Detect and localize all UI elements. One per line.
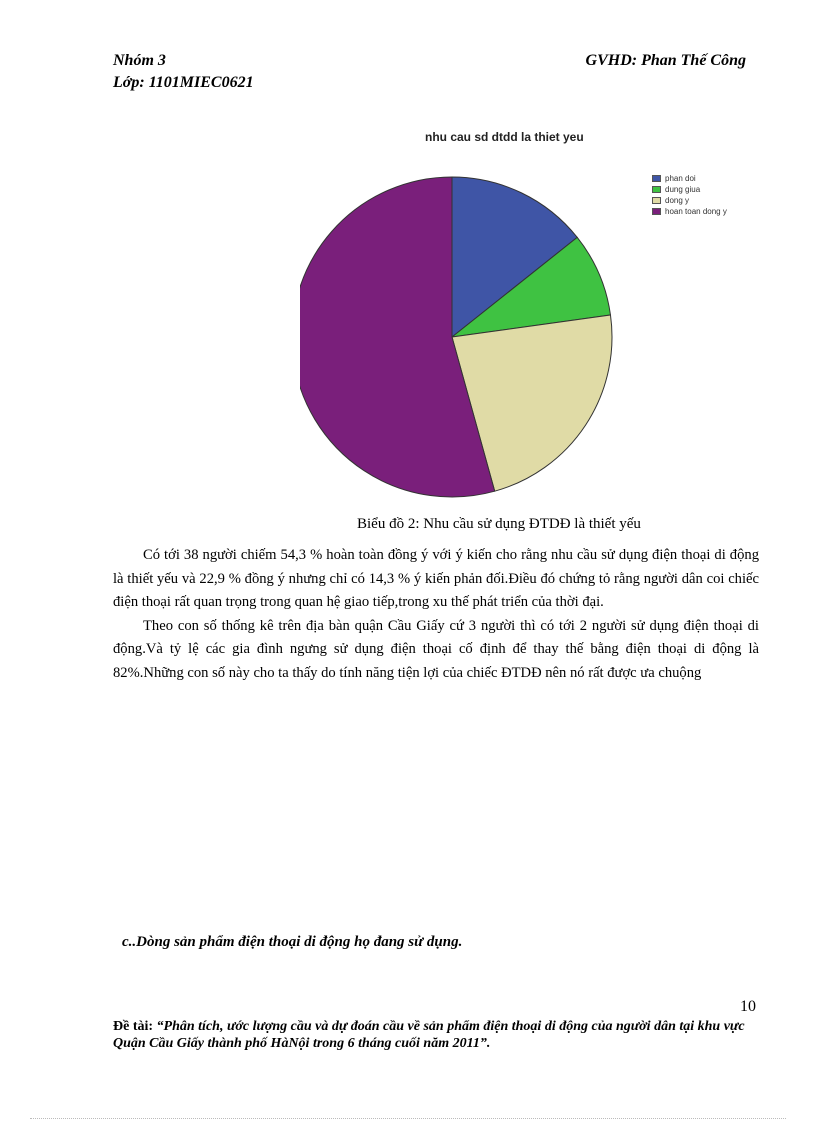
legend-item [652,195,727,206]
chart-title: nhu cau sd dtdd la thiet yeu [425,130,584,144]
legend-label: dong y [665,196,690,205]
footer-topic-text: “Phân tích, ước lượng cầu và dự đoán cầu về sản phẩm điện thoại di động của người dân tại khu vực Quận Cầu Giấy thành phố HàNội trong 6 tháng cuối năm 2011”. [113,1019,745,1051]
page-number: 10 [740,998,756,1015]
chart-legend [652,173,727,217]
legend-label: phan doi [665,174,696,183]
chart-caption: Biểu đồ 2: Nhu cầu sử dụng ĐTDĐ là thiết yếu [357,516,641,532]
legend-swatch [652,197,661,204]
legend-label: hoan toan dong y [665,207,727,216]
legend-swatch [652,186,661,193]
section-heading: c..Dòng sản phẩm điện thoại di động họ đang sử dụng. [122,934,463,950]
legend-swatch [652,175,661,182]
footer-lead: Đề tài: [113,1019,157,1034]
page-break-line [30,1118,786,1119]
legend-label: dung giua [665,185,701,194]
class-label: Lớp: 1101MIEC0621 [113,74,254,91]
body-text [113,544,759,685]
legend-item [652,173,727,184]
pie-chart [300,125,750,510]
paragraph-1: Có tới 38 người chiếm 54,3 % hoàn toàn đồng ý với ý kiến cho rằng nhu cầu sử dụng điện thoại di động là thiết yếu và 22,9 % đồng ý nhưng chỉ có 14,3 % ý kiến phản đối.Điều đó chứng tỏ rằng người dân coi chiếc điện thoại rất quan trọng trong quan hệ giao tiếp,trong xu thế phát triển của thời đại. [113,547,759,610]
legend-item [652,206,727,217]
paragraph-2: Theo con số thống kê trên địa bàn quận Cầu Giấy cứ 3 người thì có tới 2 người sử dụng điện thoại di động.Và tỷ lệ các gia đình ngưng sử dụng điện thoại cố định để thay thế bằng điện thoại di động là 82%.Những con số này cho ta thấy do tính năng tiện lợi của chiếc ĐTDĐ nên nó rất được ưa chuộng [113,617,759,681]
advisor-label: GVHD: Phan Thế Công [585,52,746,69]
legend-swatch [652,208,661,215]
legend-item [652,184,727,195]
footer-topic [113,1018,763,1052]
group-label: Nhóm 3 [113,52,166,69]
